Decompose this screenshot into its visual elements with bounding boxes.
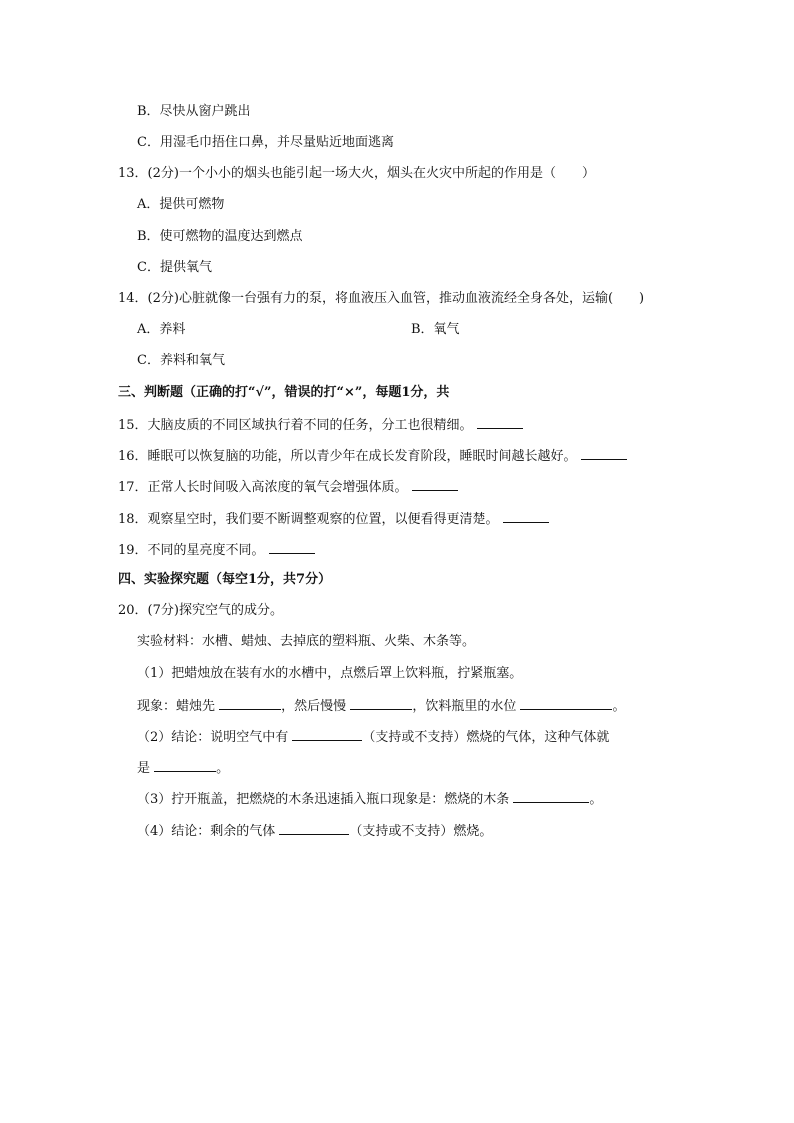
- answer-blank[interactable]: [350, 695, 412, 710]
- step-1: （1）把蜡烛放在装有水的水槽中，点燃后罩上饮料瓶，拧紧瓶塞。: [137, 666, 523, 681]
- section-heading-4: 四、实验探究题（每空1分，共7分）: [118, 572, 332, 587]
- option-line: B．使可燃物的温度达到燃点: [137, 229, 303, 244]
- conclusion-2-cont: 是 。: [137, 757, 229, 779]
- answer-blank[interactable]: [581, 445, 627, 460]
- question-17: 17．正常人长时间吸入高浓度的氧气会增强体质。: [118, 476, 458, 498]
- question-15: 15．大脑皮质的不同区域执行着不同的任务，分工也很精细。: [118, 414, 523, 436]
- phenomenon-line: 现象：蜡烛先 ，然后慢慢 ，饮料瓶里的水位 。: [137, 695, 625, 717]
- answer-blank[interactable]: [269, 539, 315, 554]
- question-18: 18．观察星空时，我们要不断调整观察的位置，以便看得更清楚。: [118, 508, 549, 530]
- answer-blank[interactable]: [279, 820, 349, 835]
- option-line: C．养料和氧气: [137, 353, 225, 368]
- answer-blank[interactable]: [219, 695, 281, 710]
- conclusion-2: （2）结论：说明空气中有 （支持或不支持）燃烧的气体，这种气体就: [137, 726, 609, 748]
- answer-blank[interactable]: [513, 788, 589, 803]
- answer-blank[interactable]: [520, 695, 612, 710]
- answer-blank[interactable]: [292, 726, 362, 741]
- question-16: 16．睡眠可以恢复脑的功能，所以青少年在成长发育阶段，睡眠时间越长越好。: [118, 445, 627, 467]
- option-line: C．提供氧气: [137, 260, 212, 275]
- conclusion-4: （4）结论：剩余的气体 （支持或不支持）燃烧。: [137, 820, 492, 842]
- option-line: B．氧气: [411, 322, 460, 337]
- question-20: 20．(7分)探究空气的成分。: [118, 603, 283, 618]
- answer-blank[interactable]: [503, 508, 549, 523]
- option-line: B．尽快从窗户跳出: [137, 104, 251, 119]
- answer-blank[interactable]: [477, 414, 523, 429]
- answer-blank[interactable]: [412, 476, 458, 491]
- materials-line: 实验材料：水槽、蜡烛、去掉底的塑料瓶、火柴、木条等。: [137, 634, 476, 649]
- step-3: （3）拧开瓶盖，把燃烧的木条迅速插入瓶口现象是：燃烧的木条 。: [137, 788, 602, 810]
- option-line: A．提供可燃物: [137, 197, 225, 212]
- answer-blank[interactable]: [154, 757, 216, 772]
- question-13: 13．(2分)一个小小的烟头也能引起一场大火，烟头在火灾中所起的作用是（ ）: [118, 166, 595, 181]
- section-heading-3: 三、判断题（正确的打“√”，错误的打“×”，每题1分，共: [118, 385, 450, 400]
- option-line: C．用湿毛巾捂住口鼻，并尽量贴近地面逃离: [137, 135, 394, 150]
- question-14: 14．(2分)心脏就像一台强有力的泵，将血液压入血管，推动血液流经全身各处，运输( ): [118, 291, 645, 306]
- question-19: 19．不同的星亮度不同。: [118, 539, 315, 561]
- option-line: A．养料: [137, 322, 186, 337]
